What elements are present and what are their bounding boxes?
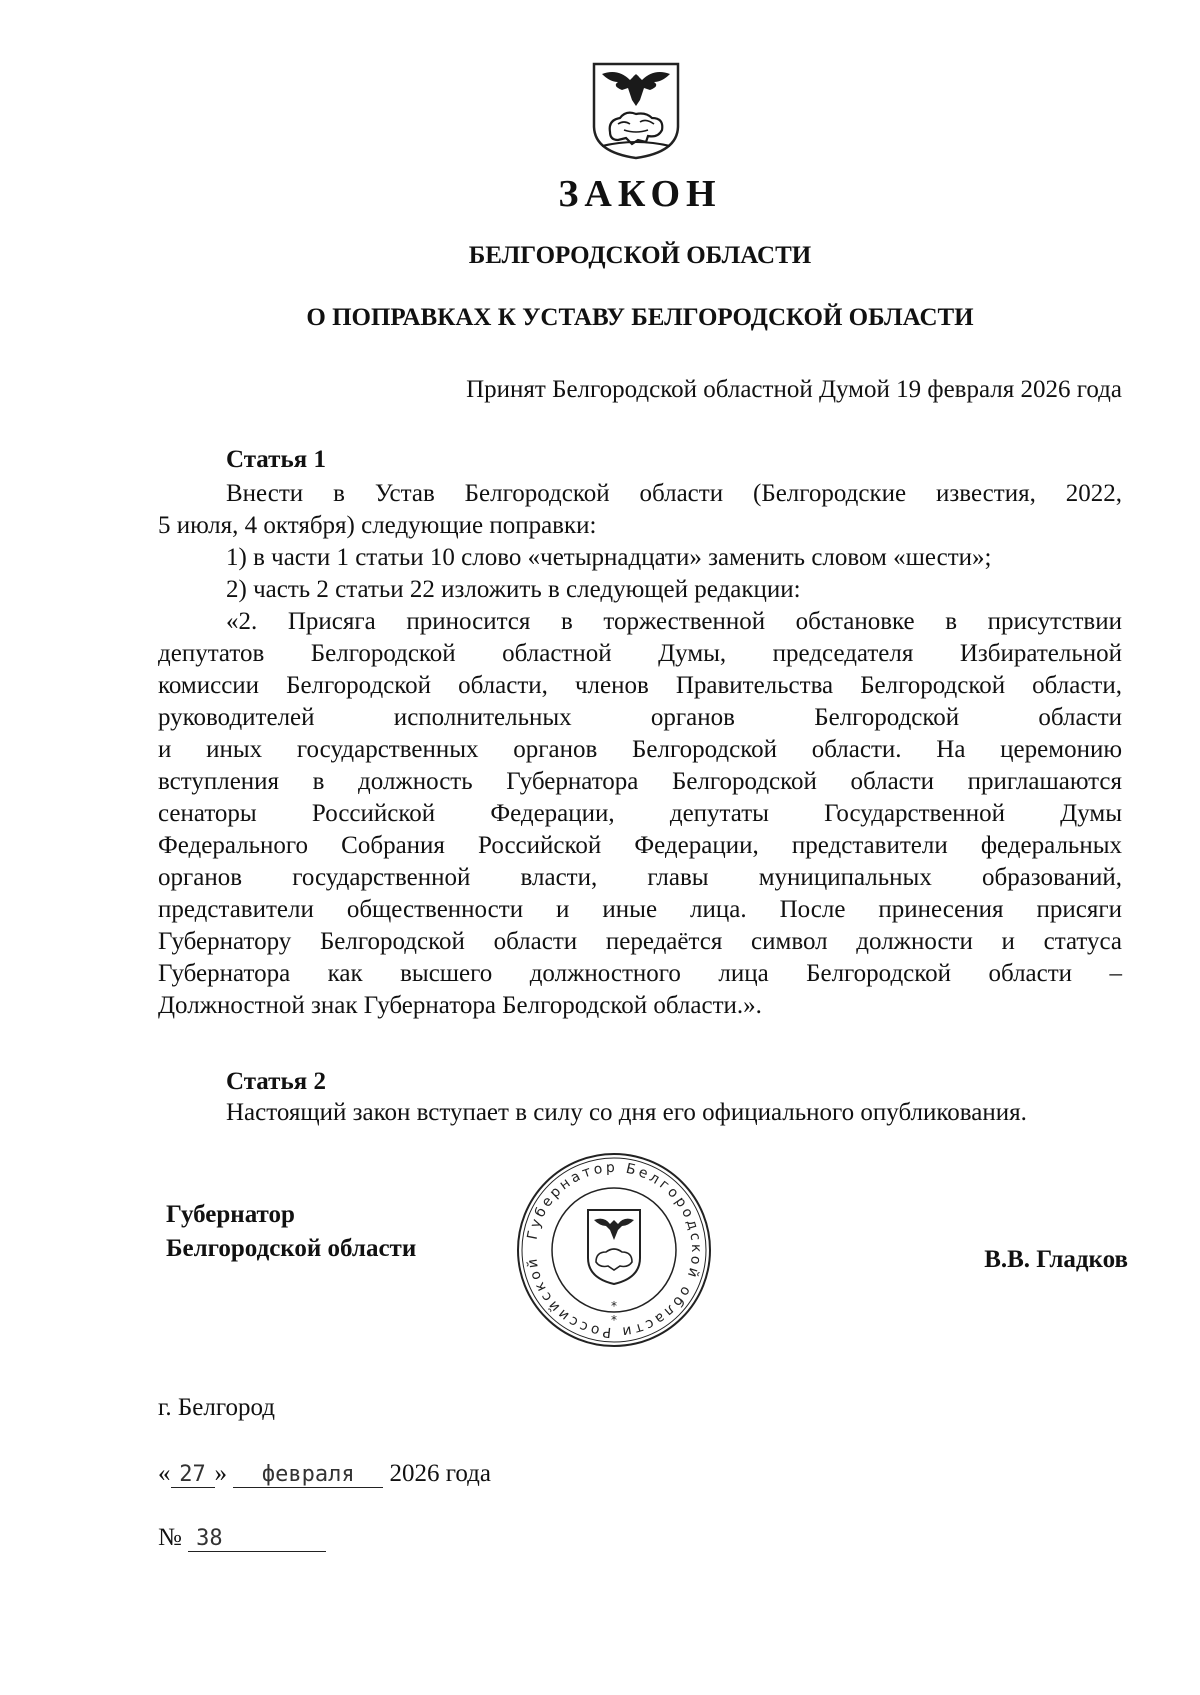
article-1-line: сенаторы Российской Федерации, депутаты Государственной Думы <box>158 800 1122 827</box>
city-line: г. Белгород <box>158 1394 275 1421</box>
svg-text:*: * <box>611 1313 617 1327</box>
article-1-line: депутатов Белгородской областной Думы, председателя Избирательной <box>158 640 1122 667</box>
article-1-line: Федерального Собрания Российской Федерации, представители федеральных <box>158 832 1122 859</box>
article-1-body <box>158 478 1122 1022</box>
date-open-quote: « <box>158 1460 171 1487</box>
article-1-line: 1) в части 1 статьи 10 слово «четырнадцати» заменить словом «шести»; <box>226 544 992 571</box>
document-number: 38 <box>188 1526 326 1552</box>
date-day: 27 <box>171 1462 215 1488</box>
article-1-line: руководителей исполнительных органов Белгородской области <box>158 704 1122 731</box>
signatory-title-line: Губернатор <box>166 1201 295 1228</box>
article-1-line: представители общественности и иные лица. После принесения присяги <box>158 896 1122 923</box>
article-1-line: органов государственной власти, главы муниципальных образований, <box>158 864 1122 891</box>
article-1-line: и иных государственных органов Белгородской области. На церемонию <box>158 736 1122 763</box>
article-1-line: «2. Присяга приносится в торжественной обстановке в присутствии <box>226 608 1122 635</box>
adoption-note: Принят Белгородской областной Думой 19 февраля 2026 года <box>466 376 1122 403</box>
signatory-name: В.В. Гладков <box>984 1246 1128 1273</box>
article-1-line: Должностной знак Губернатора Белгородской области.». <box>158 992 762 1019</box>
law-title: О ПОПРАВКАХ К УСТАВУ БЕЛГОРОДСКОЙ ОБЛАСТИ <box>306 304 974 331</box>
article-1-line: 5 июля, 4 октября) следующие поправки: <box>158 512 597 539</box>
article-1-line: Губернатору Белгородской области передаётся символ должности и статуса <box>158 928 1122 955</box>
date-year: 2026 года <box>389 1460 491 1487</box>
seal-stamp-icon <box>514 1150 714 1350</box>
seal-ring-text: Губернатор Белгородской области Российской <box>524 1159 705 1341</box>
date-close-quote: » <box>214 1460 227 1487</box>
signatory-title <box>166 1198 416 1266</box>
article-1-heading: Статья 1 <box>226 446 326 473</box>
article-1-line: комиссии Белгородской области, членов Правительства Белгородской области, <box>158 672 1122 699</box>
document-subtitle: БЕЛГОРОДСКОЙ ОБЛАСТИ <box>468 242 812 269</box>
signatory-title-line: Белгородской области <box>166 1235 417 1262</box>
document-title: ЗАКОН <box>558 173 722 215</box>
number-label: № <box>158 1524 182 1551</box>
article-1-line: Внести в Устав Белгородской области (Белгородские известия, 2022, <box>226 480 1122 507</box>
article-1-line: 2) часть 2 статьи 22 изложить в следующей редакции: <box>226 576 801 603</box>
document-number-line <box>158 1524 326 1552</box>
coat-of-arms-icon <box>588 60 684 160</box>
svg-text:*: * <box>611 1299 617 1313</box>
date-month: февраля <box>233 1462 383 1488</box>
coat-of-arms-emblem <box>588 60 684 160</box>
article-2-heading: Статья 2 <box>226 1068 326 1095</box>
article-2-text: Настоящий закон вступает в силу со дня его официального опубликования. <box>226 1099 1027 1126</box>
article-1-line: Губернатора как высшего должностного лица Белгородской области – <box>158 960 1122 987</box>
official-seal <box>514 1150 714 1350</box>
article-1-line: вступления в должность Губернатора Белгородской области приглашаются <box>158 768 1122 795</box>
date-line <box>158 1460 491 1488</box>
